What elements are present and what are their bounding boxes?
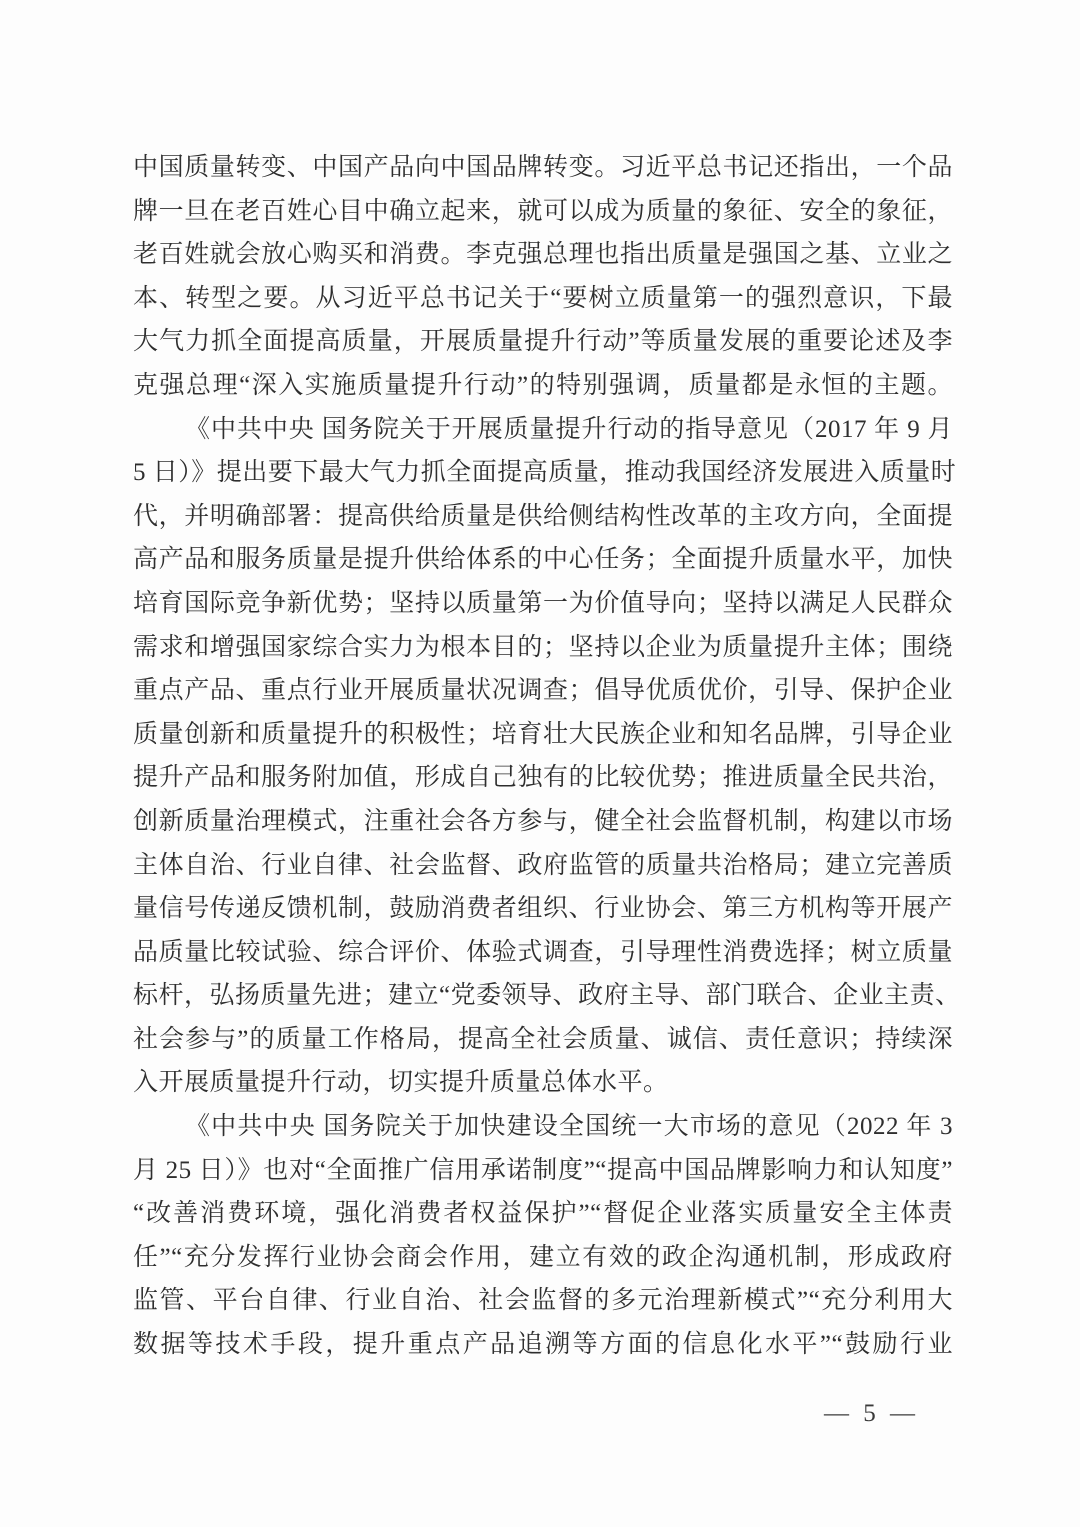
text-line: 高产品和服务质量是提升供给体系的中心任务；全面提升质量水平，加快 — [133, 546, 953, 574]
text-line: 提升产品和服务附加值，形成自己独有的比较优势；推进质量全民共治， — [133, 764, 953, 792]
text-line: 《中共中央 国务院关于开展质量提升行动的指导意见（2017 年 9 月 — [185, 415, 953, 443]
text-line: 5 日）》提出要下最大气力抓全面提高质量，推动我国经济发展进入质量时 — [133, 459, 957, 487]
paragraph — [133, 146, 953, 408]
text-line: 牌一旦在老百姓心目中确立起来，就可以成为质量的象征、安全的象征， — [133, 197, 953, 225]
text-line: 社会参与”的质量工作格局，提高全社会质量、诚信、责任意识；持续深 — [133, 1025, 953, 1053]
text-line: “改善消费环境，强化消费者权益保护”“督促企业落实质量安全主体责 — [133, 1200, 953, 1228]
page-number: — 5 — — [824, 1400, 919, 1427]
text-line: 本、转型之要。从习近平总书记关于“要树立质量第一的强烈意识，下最 — [133, 284, 953, 312]
text-line: 创新质量治理模式，注重社会各方参与，健全社会监督机制，构建以市场 — [133, 807, 953, 835]
text-line: 需求和增强国家综合实力为根本目的；坚持以企业为质量提升主体；围绕 — [133, 633, 953, 661]
text-line: 质量创新和质量提升的积极性；培育壮大民族企业和知名品牌，引导企业 — [133, 720, 953, 748]
text-line: 入开展质量提升行动，切实提升质量总体水平。 — [133, 1069, 669, 1097]
text-line: 克强总理“深入实施质量提升行动”的特别强调，质量都是永恒的主题。 — [133, 371, 953, 399]
text-line: 量信号传递反馈机制，鼓励消费者组织、行业协会、第三方机构等开展产 — [133, 895, 953, 923]
document-body — [133, 146, 961, 1367]
text-line: 中国质量转变、中国产品向中国品牌转变。习近平总书记还指出，一个品 — [133, 154, 953, 181]
paragraph — [133, 408, 961, 1106]
text-line: 代，并明确部署：提高供给质量是供给侧结构性改革的主攻方向，全面提 — [133, 502, 953, 530]
text-line: 品质量比较试验、综合评价、体验式调查，引导理性消费选择；树立质量 — [133, 938, 953, 966]
paragraph — [133, 1105, 953, 1367]
text-line: 培育国际竞争新优势；坚持以质量第一为价值导向；坚持以满足人民群众 — [133, 589, 953, 617]
text-line: 重点产品、重点行业开展质量状况调查；倡导优质优价，引导、保护企业 — [133, 677, 953, 705]
text-line: 大气力抓全面提高质量，开展质量提升行动”等质量发展的重要论述及李 — [133, 328, 953, 356]
text-line: 主体自治、行业自律、社会监督、政府监管的质量共治格局；建立完善质 — [133, 851, 953, 879]
text-line: 任”“充分发挥行业协会商会作用，建立有效的政企沟通机制，形成政府 — [133, 1243, 953, 1271]
text-line: 监管、平台自律、行业自治、社会监督的多元治理新模式”“充分利用大 — [133, 1287, 953, 1315]
text-line: 月 25 日）》也对“全面推广信用承诺制度”“提高中国品牌影响力和认知度” — [133, 1156, 953, 1184]
text-line: 老百姓就会放心购买和消费。李克强总理也指出质量是强国之基、立业之 — [133, 241, 953, 269]
text-line: 标杆，弘扬质量先进；建立“党委领导、政府主导、部门联合、企业主责、 — [133, 982, 961, 1010]
text-line: 数据等技术手段，提升重点产品追溯等方面的信息化水平”“鼓励行业 — [133, 1331, 953, 1359]
text-line: 《中共中央 国务院关于加快建设全国统一大市场的意见（2022 年 3 — [185, 1113, 953, 1141]
